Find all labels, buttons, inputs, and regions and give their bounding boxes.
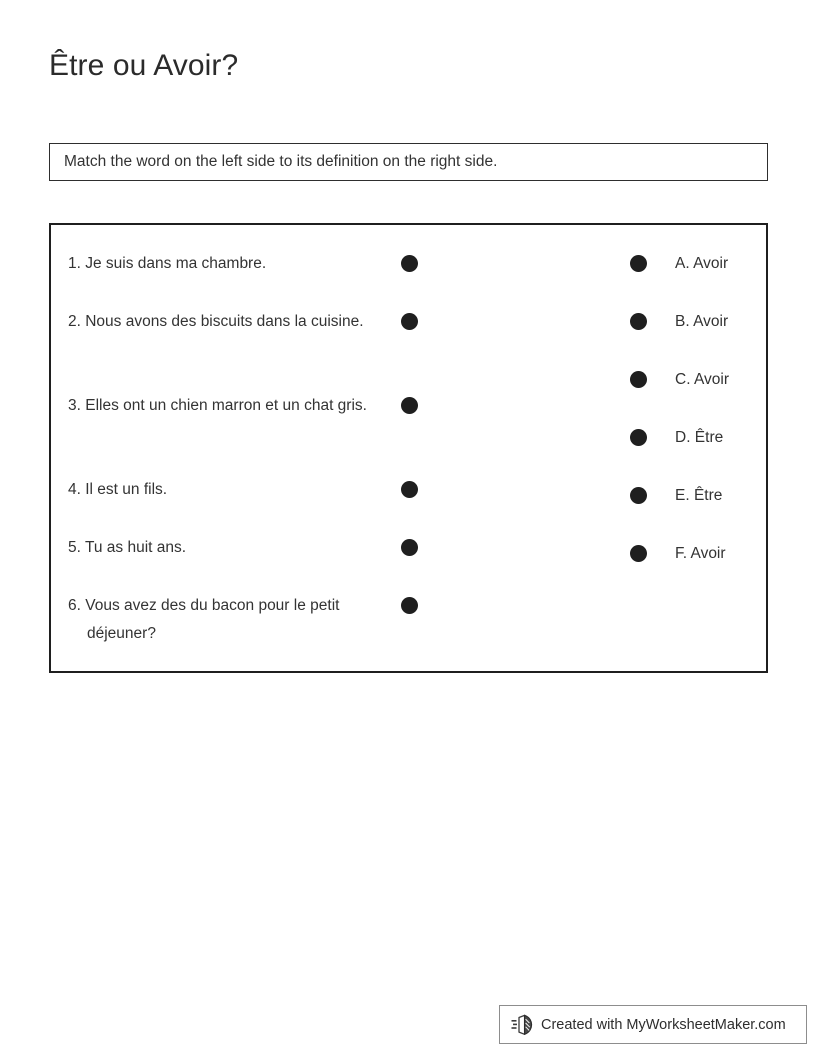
answers-column (411, 225, 768, 671)
prompt-text: 5. Tu as huit ans. (68, 539, 187, 556)
answer-connector-dot[interactable] (630, 371, 647, 388)
prompt-text: 2. Nous avons des biscuits dans la cuisine. (68, 313, 364, 330)
page-title: Être ou Avoir? (49, 49, 239, 82)
answer-row-c (411, 366, 751, 394)
answer-text: B. Avoir (675, 313, 729, 330)
answer-text: C. Avoir (675, 371, 729, 388)
answer-row-f (411, 540, 751, 568)
answer-row-a (411, 250, 751, 278)
footer-credit-text: Created with MyWorksheetMaker.com (541, 1016, 786, 1033)
answer-row-b (411, 308, 751, 336)
prompt-text: 3. Elles ont un chien marron et un chat gris. (68, 397, 367, 414)
matching-exercise-box (49, 223, 768, 673)
answer-connector-dot[interactable] (630, 487, 647, 504)
prompt-text: 4. Il est un fils. (68, 481, 168, 498)
answer-row-d (411, 424, 751, 452)
answer-text: F. Avoir (675, 545, 726, 562)
answer-connector-dot[interactable] (630, 429, 647, 446)
answer-connector-dot[interactable] (630, 313, 647, 330)
prompts-column (51, 225, 411, 671)
answer-text: D. Être (675, 429, 724, 446)
instructions-text: Match the word on the left side to its definition on the right side. (64, 153, 498, 170)
answer-connector-dot[interactable] (630, 255, 647, 272)
prompt-text: 6. Vous avez des du bacon pour le petit déjeuner? (68, 597, 340, 642)
worksheet-maker-flag-icon (511, 1014, 535, 1036)
footer-credit-badge[interactable] (499, 1005, 807, 1044)
answer-connector-dot[interactable] (630, 545, 647, 562)
instructions-box (49, 143, 768, 181)
answer-row-e (411, 482, 751, 510)
answer-text: A. Avoir (675, 255, 729, 272)
prompt-text: 1. Je suis dans ma chambre. (68, 255, 267, 272)
answer-text: E. Être (675, 487, 723, 504)
